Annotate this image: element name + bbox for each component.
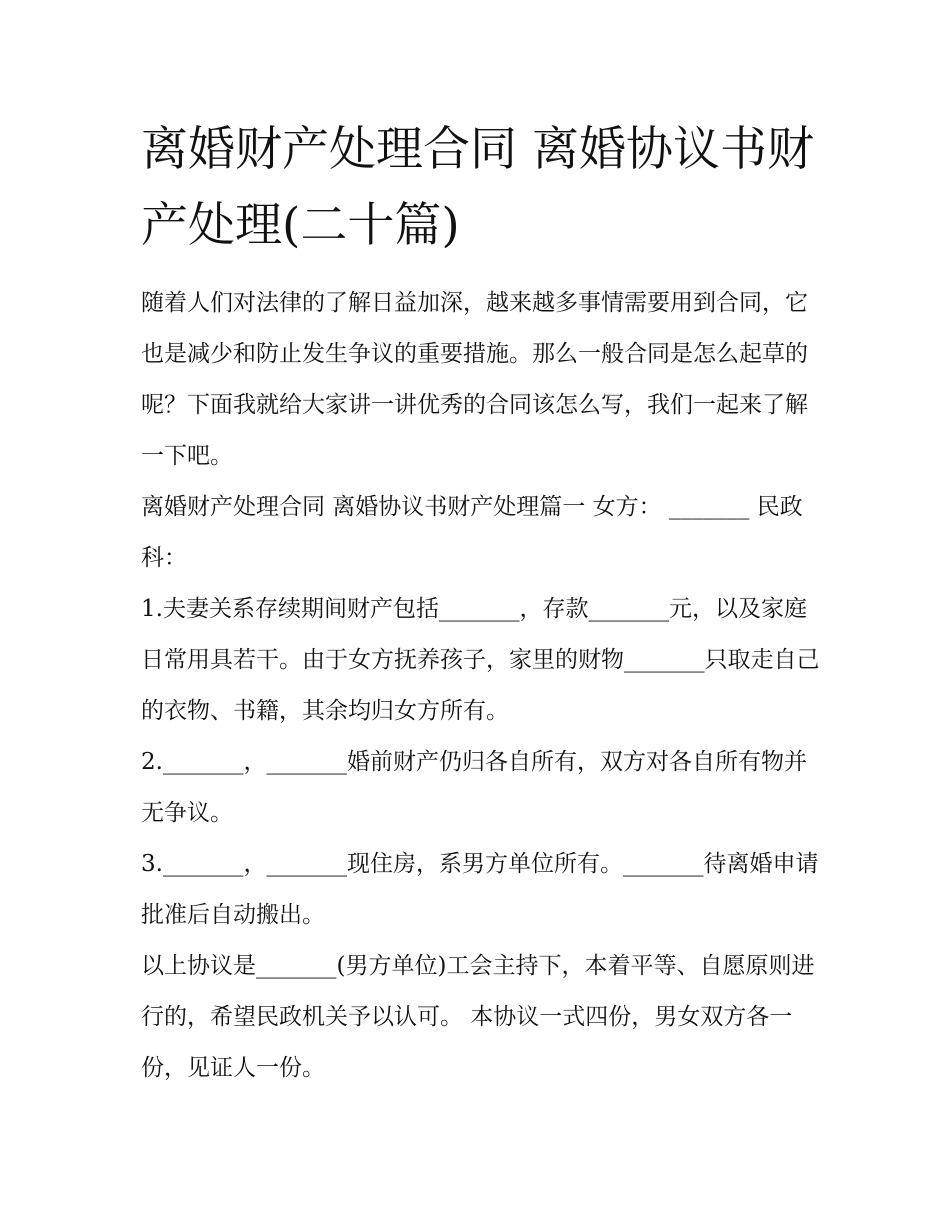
document-page xyxy=(141,112,821,1094)
intro-paragraph: 随着人们对法律的了解日益加深，越来越多事情需要用到合同，它也是减少和防止发生争议的重要措施。那么一般合同是怎么起草的呢？下面我就给大家讲一讲优秀的合同该怎么写，我们一起来了解一下吧。 xyxy=(141,290,808,469)
clause-1-paragraph: 1.夫妻关系存续期间财产包括_______，存款_______元，以及家庭日常用具若干。由于女方抚养孩子，家里的财物_______只取走自己的衣物、书籍，其余均归女方所有。 xyxy=(141,596,820,724)
closing-paragraph: 以上协议是_______(男方单位)工会主持下，本着平等、自愿原则进行的，希望民政机关予以认可。 本协议一式四份，男女双方各一份，见证人一份。 xyxy=(141,953,815,1081)
document-title: 离婚财产处理合同 离婚协议书财产处理(二十篇) xyxy=(141,122,814,253)
clause-2-paragraph: 2._______，_______婚前财产仍归各自所有，双方对各自所有物并无争议。 xyxy=(141,749,807,826)
section-heading-paragraph: 离婚财产处理合同 离婚协议书财产处理篇一 女方： _______ 民政科： xyxy=(141,494,803,571)
document-body xyxy=(141,278,821,1094)
clause-3-paragraph: 3._______，_______现住房，系男方单位所有。_______待离婚申请批准后自动搬出。 xyxy=(141,851,819,928)
